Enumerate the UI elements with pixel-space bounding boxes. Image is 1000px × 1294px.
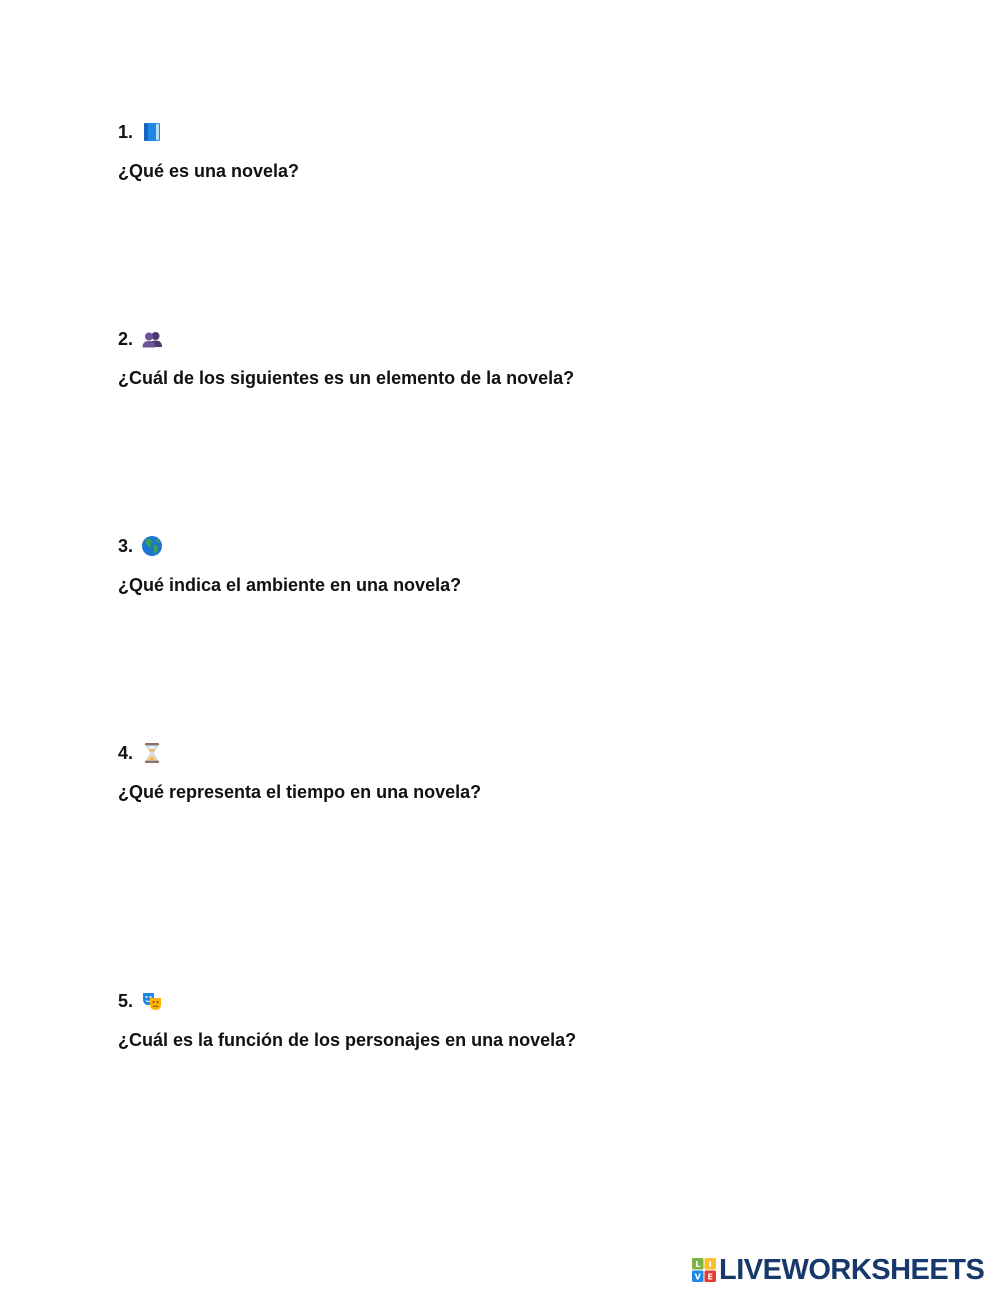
logo-letter: V — [694, 1272, 701, 1282]
performing-arts-masks-icon — [141, 990, 163, 1012]
logo-letter: I — [708, 1260, 712, 1269]
question-5 — [118, 989, 918, 1050]
hourglass-icon — [141, 742, 163, 764]
logo-letter: E — [707, 1272, 713, 1282]
globe-icon — [141, 535, 163, 557]
question-3 — [118, 534, 918, 595]
question-2 — [118, 327, 918, 388]
question-text: ¿Qué representa el tiempo en una novela? — [118, 782, 482, 802]
liveworksheets-brand — [692, 1255, 984, 1285]
question-header — [118, 741, 918, 765]
question-text: ¿Cuál es la función de los personajes en una novela? — [118, 1030, 577, 1050]
question-text: ¿Qué indica el ambiente en una novela? — [118, 575, 462, 595]
blue-book-icon — [141, 121, 163, 143]
question-number: 5. — [118, 990, 134, 1011]
question-header — [118, 327, 918, 351]
question-header — [118, 989, 918, 1013]
question-1 — [118, 120, 918, 181]
question-header — [118, 534, 918, 558]
question-number: 1. — [118, 121, 134, 142]
liveworksheets-logo-icon — [692, 1258, 716, 1282]
busts-in-silhouette-icon — [141, 328, 163, 350]
logo-letter: L — [695, 1260, 701, 1269]
question-4 — [118, 741, 918, 802]
question-text: ¿Cuál de los siguientes es un elemento de la novela? — [118, 368, 575, 388]
question-number: 3. — [118, 535, 134, 556]
question-number: 2. — [118, 328, 134, 349]
question-header — [118, 120, 918, 144]
question-text: ¿Qué es una novela? — [118, 161, 300, 181]
brand-name: LIVEWORKSHEETS — [719, 1253, 985, 1286]
question-number: 4. — [118, 742, 134, 763]
